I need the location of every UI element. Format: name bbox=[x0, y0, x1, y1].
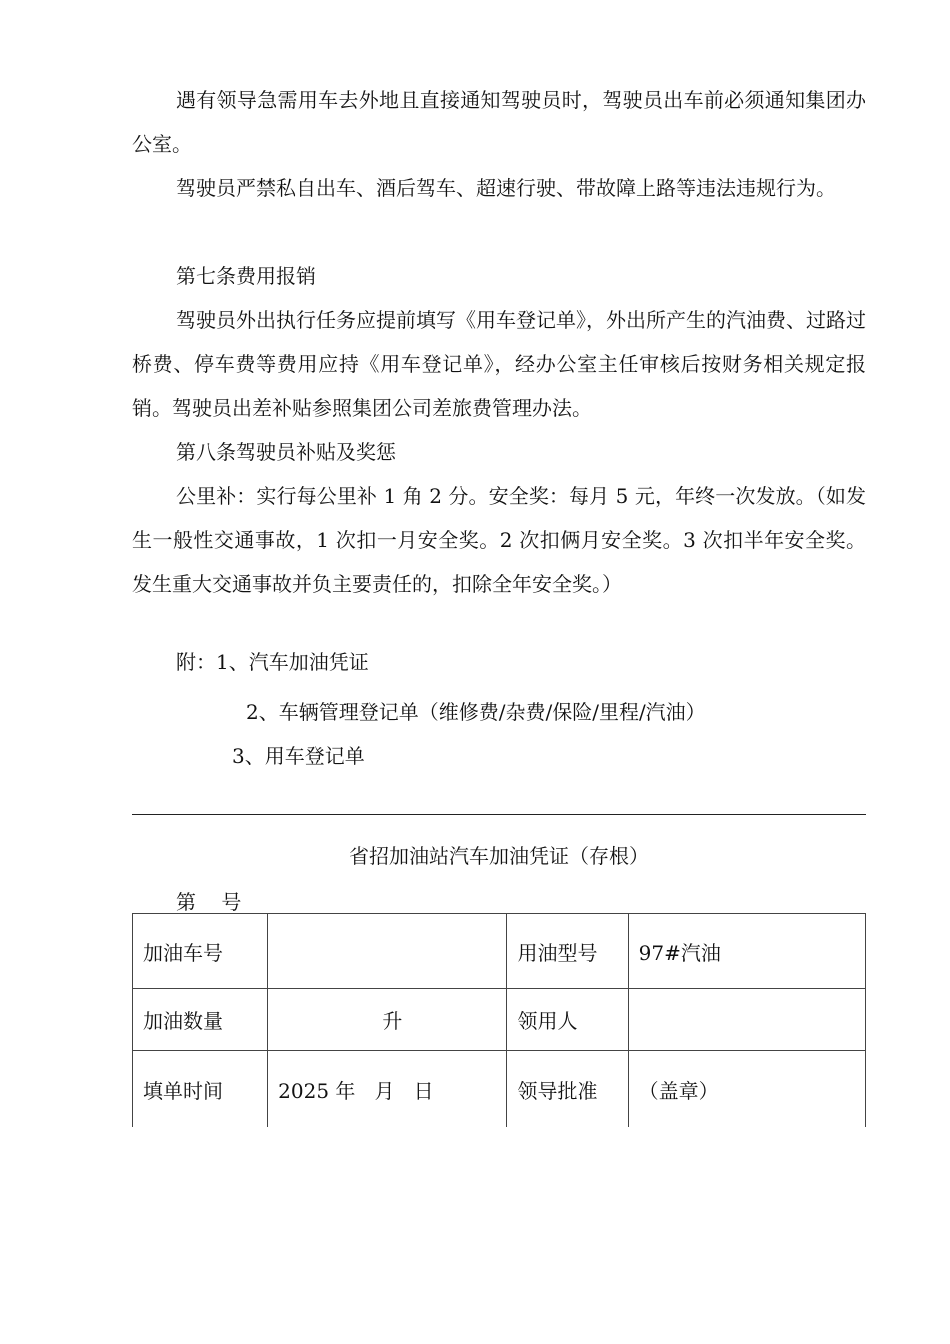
recipient-field[interactable] bbox=[628, 989, 865, 1051]
voucher-title: 省招加油站汽车加油凭证（存根） bbox=[349, 844, 649, 868]
attachment-item-3: 3、用车登记单 bbox=[232, 744, 365, 768]
label-fuel-type: 用油型号 bbox=[507, 914, 628, 989]
label-recipient: 领用人 bbox=[507, 989, 628, 1051]
section-heading-article-8: 第八条驾驶员补贴及奖惩 bbox=[176, 440, 396, 464]
fuel-type-value[interactable]: 97#汽油 bbox=[628, 914, 865, 989]
paragraph-prohibitions: 驾驶员严禁私自出车、酒后驾车、超速行驶、带故障上路等违法违规行为。 bbox=[176, 176, 836, 200]
table-row bbox=[133, 989, 866, 1051]
attachment-item-1: 附：1、汽车加油凭证 bbox=[176, 650, 369, 674]
section-divider bbox=[132, 814, 866, 815]
section-heading-article-7: 第七条费用报销 bbox=[176, 264, 316, 288]
table-row bbox=[133, 914, 866, 989]
label-fuel-quantity: 加油数量 bbox=[133, 989, 268, 1051]
label-leader-approval: 领导批准 bbox=[507, 1051, 628, 1128]
fill-date-field[interactable]: 2025 年 月 日 bbox=[268, 1051, 507, 1128]
fuel-quantity-field[interactable]: 升 bbox=[268, 989, 507, 1051]
attachment-item-2: 2、车辆管理登记单（维修费/杂费/保险/里程/汽油） bbox=[246, 700, 706, 724]
approval-seal-field[interactable]: （盖章） bbox=[628, 1051, 865, 1128]
label-vehicle-number: 加油车号 bbox=[133, 914, 268, 989]
voucher-table bbox=[132, 913, 866, 1127]
label-fill-date: 填单时间 bbox=[133, 1051, 268, 1128]
voucher-number-label: 第 号 bbox=[176, 890, 242, 914]
paragraph-notify-office: 遇有领导急需用车去外地且直接通知驾驶员时，驾驶员出车前必须通知集团办公室。 bbox=[132, 88, 866, 156]
paragraph-allowance-rewards: 公里补：实行每公里补 1 角 2 分。安全奖：每月 5 元，年终一次发放。（如发生一般性交通事故，1 次扣一月安全奖。2 次扣俩月安全奖。3 次扣半年安全奖。发生重大交通事故并负主要责任的，扣除全年安全奖。） bbox=[132, 484, 866, 596]
table-row bbox=[133, 1051, 866, 1128]
vehicle-number-field[interactable] bbox=[268, 914, 507, 989]
paragraph-expense-reimbursement: 驾驶员外出执行任务应提前填写《用车登记单》，外出所产生的汽油费、过路过桥费、停车费等费用应持《用车登记单》，经办公室主任审核后按财务相关规定报销。驾驶员出差补贴参照集团公司差旅费管理办法。 bbox=[132, 308, 866, 420]
